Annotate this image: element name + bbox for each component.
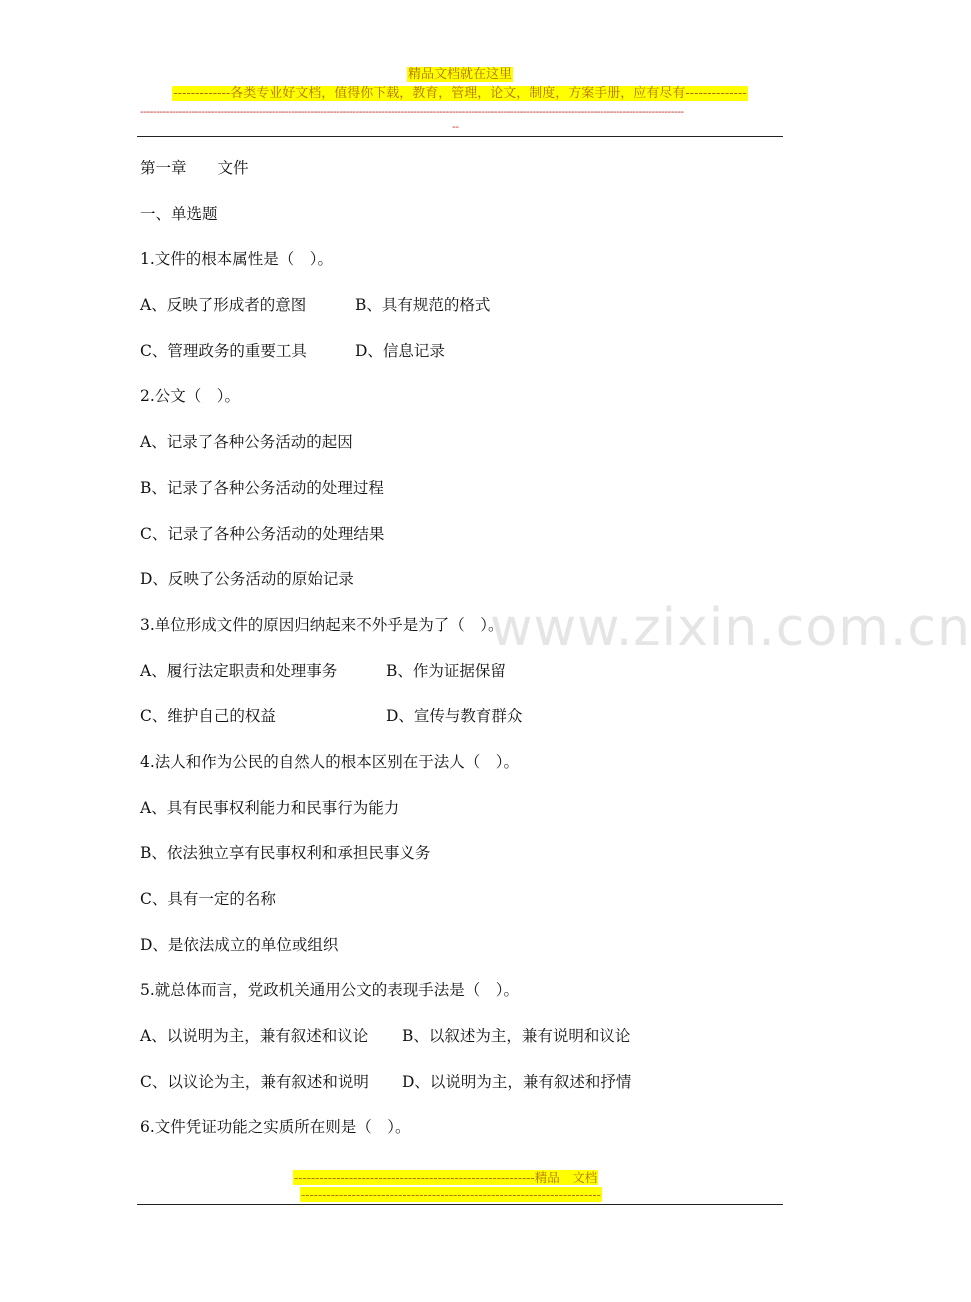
option: B、作为证据保留 xyxy=(386,661,506,680)
option: B、记录了各种公务活动的处理过程 xyxy=(140,478,384,497)
question-stem: 5.就总体而言，党政机关通用公文的表现手法是（ ）。 xyxy=(140,981,520,1000)
header-dashes: ------------------------------------------------------------------------------------------------------------------------------------------------------------------------- xyxy=(140,105,684,118)
option: B、具有规范的格式 xyxy=(355,296,491,315)
option: D、宣传与教育群众 xyxy=(386,707,523,726)
question-stem: 1.文件的根本属性是（ ）。 xyxy=(140,250,334,269)
header-dashes-end: -- xyxy=(452,120,459,133)
option: A、以说明为主，兼有叙述和议论 xyxy=(140,1027,369,1046)
footer-line-1 xyxy=(293,1170,598,1186)
header-rule xyxy=(137,136,783,137)
footer-rule xyxy=(137,1204,783,1205)
option: D、信息记录 xyxy=(355,341,445,360)
option: D、以说明为主，兼有叙述和抒情 xyxy=(402,1072,632,1091)
question-stem: 2.公文（ ）。 xyxy=(140,387,241,406)
option: A、反映了形成者的意图 xyxy=(140,296,307,315)
header-title-text: 精品文档就在这里 xyxy=(407,67,512,82)
footer-text-1: ---------------------------------------------------------精品 文档 xyxy=(294,1170,598,1185)
option-row xyxy=(140,291,780,337)
option: D、反映了公务活动的原始记录 xyxy=(140,570,354,589)
question-stem: 3.单位形成文件的原因归纳起来不外乎是为了（ ）。 xyxy=(140,615,504,634)
chapter-title: 第一章 文件 xyxy=(140,159,249,177)
option: D、是依法成立的单位或组织 xyxy=(140,935,339,954)
option-row xyxy=(140,1068,780,1114)
option: A、履行法定职责和处理事务 xyxy=(140,661,338,680)
option: C、记录了各种公务活动的处理结果 xyxy=(140,524,385,543)
option: A、记录了各种公务活动的起因 xyxy=(140,433,353,452)
watermark: www.zixin.com.cn xyxy=(490,598,971,658)
option-row xyxy=(140,702,780,748)
option: B、依法独立享有民事权利和承担民事义务 xyxy=(140,844,431,863)
option: A、具有民事权利能力和民事行为能力 xyxy=(140,798,400,817)
option: B、以叙述为主，兼有说明和议论 xyxy=(402,1027,631,1046)
option-row xyxy=(140,337,780,383)
option: C、管理政务的重要工具 xyxy=(140,341,307,360)
option-row xyxy=(140,657,780,703)
option: C、具有一定的名称 xyxy=(140,890,276,908)
question-stem: 4.法人和作为公民的自然人的根本区别在于法人（ ）。 xyxy=(140,752,520,771)
header-title xyxy=(0,66,920,83)
option: C、以议论为主，兼有叙述和说明 xyxy=(140,1072,369,1091)
question-stem: 6.文件凭证功能之实质所在则是（ ）。 xyxy=(140,1118,411,1137)
option: C、维护自己的权益 xyxy=(140,707,276,726)
section-title: 一、单选题 xyxy=(140,204,218,223)
option-row xyxy=(140,1022,780,1068)
footer-line-2 xyxy=(300,1187,620,1203)
header-tagline xyxy=(0,85,920,102)
document-body xyxy=(140,154,780,1159)
footer-text-2: ----------------------------------------------------------------------- xyxy=(301,1187,601,1202)
header-tagline-text: -------------各类专业好文档，值得你下载，教育，管理，论文，制度，方案手册，应有尽有-------------- xyxy=(173,86,747,101)
